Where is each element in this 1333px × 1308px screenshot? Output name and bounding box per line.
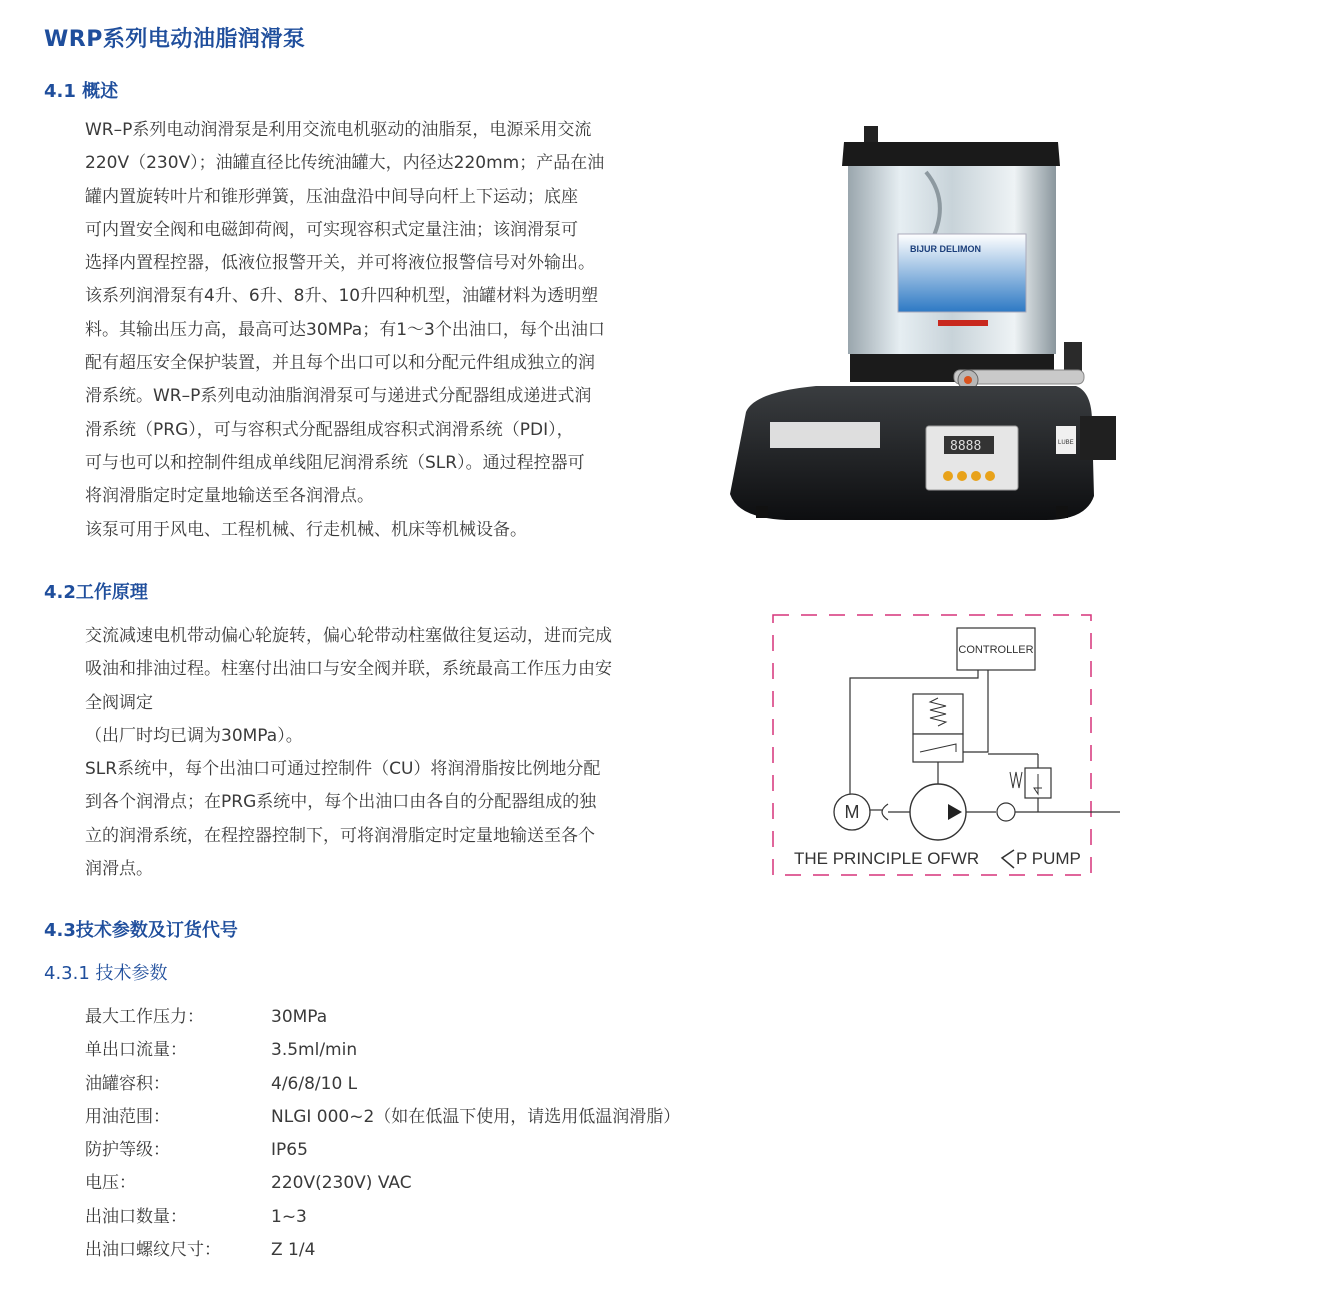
- spec-row: [85, 1034, 680, 1067]
- solenoid-valve: [913, 694, 963, 734]
- motor-label: M: [844, 802, 860, 822]
- spec-value: 30MPa: [271, 1007, 328, 1027]
- spec-value: NLGI 000~2（如在低温下使用，请选用低温润滑脂）: [271, 1106, 681, 1127]
- overview-line: 可内置安全阀和电磁卸荷阀，可实现容积式定量注油；该润滑泵可: [85, 219, 578, 240]
- overview-line: 将润滑脂定时定量地输送至各润滑点。: [85, 486, 374, 507]
- spec-label: 油罐容积：: [85, 1073, 170, 1094]
- overview-heading: 4.1 概述: [44, 81, 119, 102]
- controller-button: [957, 471, 967, 481]
- pump-product-image: [726, 122, 1126, 530]
- controller-button: [943, 471, 953, 481]
- spec-row: [85, 1201, 680, 1234]
- spec-value: 220V(230V) VAC: [271, 1173, 412, 1194]
- principle-line: 全阀调定: [85, 692, 153, 713]
- spec-value: Z 1/4: [271, 1240, 316, 1261]
- params-heading: 4.3技术参数及订货代号: [44, 920, 238, 941]
- spec-row: [85, 1001, 680, 1034]
- principle-line: 润滑点。: [85, 859, 153, 880]
- spec-value: IP65: [271, 1140, 308, 1161]
- spec-row: [85, 1234, 680, 1267]
- brand-label-text: BIJUR DELIMON: [910, 244, 982, 254]
- spec-label: 电压：: [85, 1173, 136, 1194]
- overview-line: 料。其输出压力高，最高可达30MPa；有1～3个出油口，每个出油口: [85, 319, 605, 340]
- overview-line: 滑系统（PRG），可与容积式分配器组成容积式润滑系统（PDI），: [85, 419, 574, 440]
- overview-line: WR–P系列电动润滑泵是利用交流电机驱动的油脂泵，电源采用交流: [85, 120, 592, 140]
- principle-line: 立的润滑系统，在程控器控制下，可将润滑脂定时定量地输送至各个: [85, 825, 595, 846]
- controller-button: [985, 471, 995, 481]
- controller-panel: [926, 426, 1018, 490]
- tank-lid: [842, 142, 1060, 166]
- spec-label: 用油范围：: [85, 1106, 170, 1127]
- spec-row: [85, 1068, 680, 1101]
- check-valve: [997, 803, 1015, 821]
- overview-line: 220V（230V）；油罐直径比传统油罐大，内径达220mm；产品在油: [85, 153, 605, 174]
- side-connector-label: LUBE: [1058, 440, 1074, 446]
- electrical-connector: [1080, 416, 1116, 460]
- overview-line: 该系列润滑泵有4升、6升、8升、10升四种机型，油罐材料为透明塑: [85, 286, 599, 307]
- spec-label: 单出口流量：: [85, 1040, 187, 1061]
- page-title: WRP系列电动油脂润滑泵: [44, 27, 306, 52]
- controller-display: 8888: [950, 439, 982, 454]
- principle-line: SLR系统中，每个出油口可通过控制件（CU）将润滑脂按比例地分配: [85, 759, 601, 780]
- spec-table: [85, 1001, 680, 1267]
- tank-top-knob: [864, 126, 878, 142]
- spec-value: 3.5ml/min: [271, 1040, 358, 1061]
- principle-text: [85, 620, 612, 886]
- controller-button: [971, 471, 981, 481]
- overview-line: 滑系统。WR–P系列电动油脂润滑泵可与递进式分配器组成递进式润: [85, 386, 592, 407]
- overview-line: 选择内置程控器，低液位报警开关，并可将液位报警信号对外输出。: [85, 253, 595, 274]
- spec-row: [85, 1134, 680, 1167]
- diagram-caption: THE PRINCIPLE OFWR: [794, 849, 980, 868]
- principle-line: 吸油和排油过程。柱塞付出油口与安全阀并联，系统最高工作压力由安: [85, 659, 612, 680]
- spec-row: [85, 1167, 680, 1200]
- principle-line: 到各个润滑点；在PRG系统中，每个出油口由各自的分配器组成的独: [85, 792, 597, 813]
- overview-line: 配有超压安全保护装置，并且每个出口可以和分配元件组成独立的润: [85, 353, 595, 374]
- diagram-caption-tail: P PUMP: [1016, 849, 1081, 868]
- spec-label: 出油口数量：: [85, 1206, 187, 1227]
- pump-principle-diagram: [770, 612, 1125, 880]
- spec-label: 防护等级：: [85, 1140, 170, 1161]
- spec-label: 出油口螺纹尺寸：: [85, 1240, 221, 1261]
- overview-line: 该泵可用于风电、工程机械、行走机械、机床等机械设备。: [85, 519, 527, 540]
- overview-line: 罐内置旋转叶片和锥形弹簧，压油盘沿中间导向杆上下运动；底座: [85, 186, 578, 207]
- principle-line: 交流减速电机带动偏心轮旋转，偏心轮带动柱塞做往复运动，进而完成: [85, 626, 612, 646]
- overview-text: [85, 114, 605, 547]
- principle-line: （出厂时均已调为30MPa）。: [85, 725, 303, 746]
- spec-value: 4/6/8/10 L: [271, 1073, 358, 1094]
- params-subheading: 4.3.1 技术参数: [44, 963, 168, 984]
- spec-label: 最大工作压力：: [85, 1007, 204, 1027]
- principle-heading: 4.2工作原理: [44, 582, 148, 603]
- overview-line: 可与也可以和控制件组成单线阻尼润滑系统（SLR）。通过程控器可: [85, 452, 585, 473]
- pump-base-housing: [730, 386, 1094, 520]
- spec-value: 1~3: [271, 1206, 307, 1227]
- controller-box-label: CONTROLLER: [958, 644, 1034, 656]
- spec-row: [85, 1101, 680, 1134]
